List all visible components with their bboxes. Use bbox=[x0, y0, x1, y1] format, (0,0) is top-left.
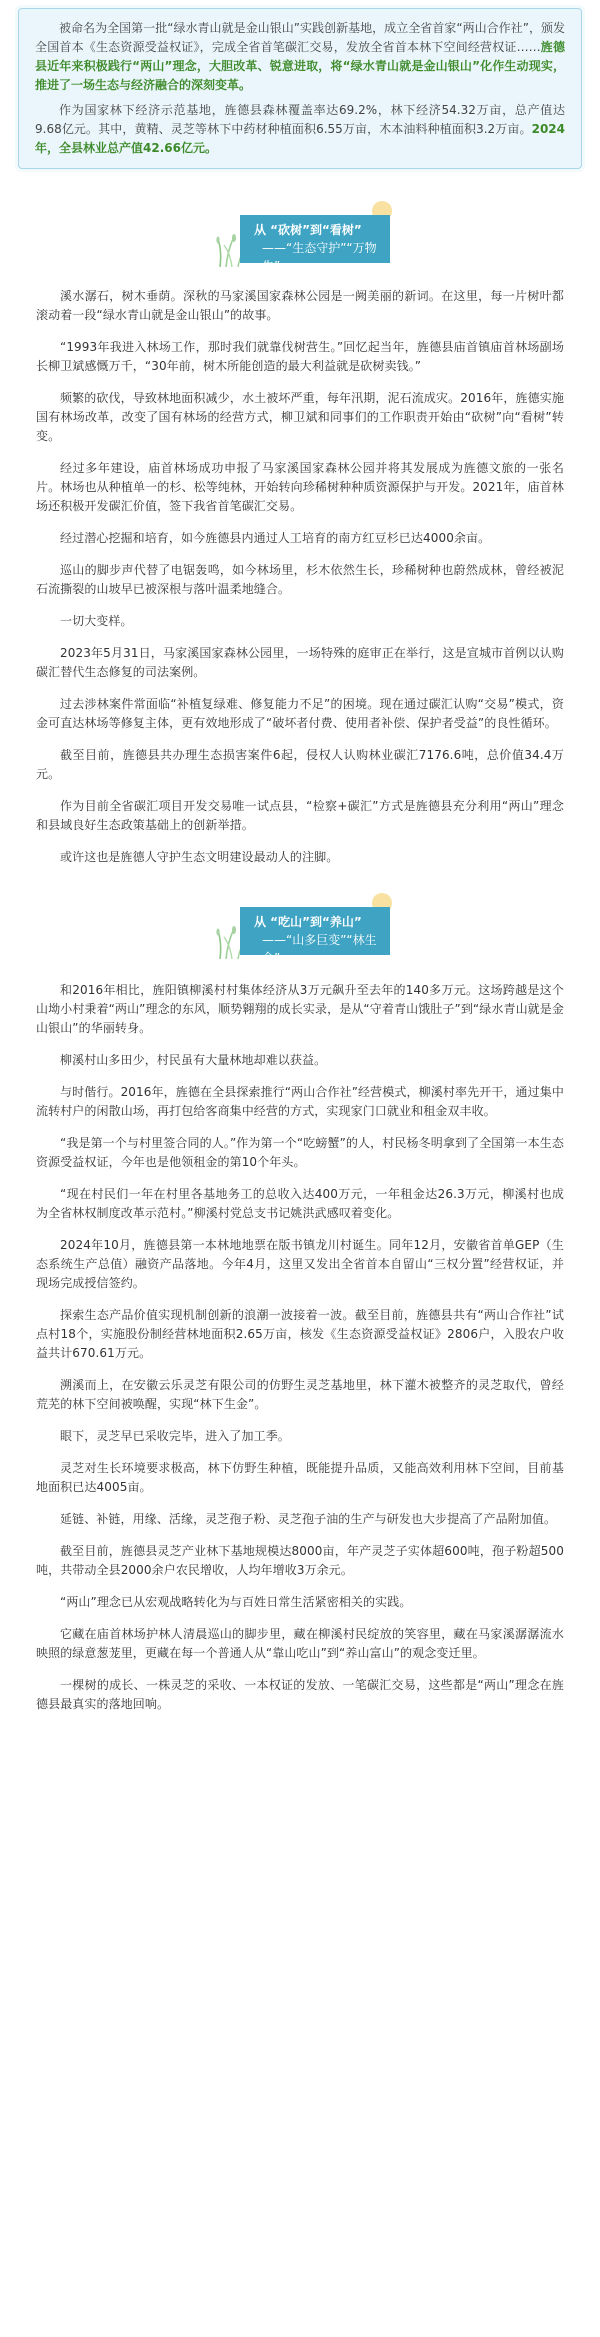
paragraph: 与时偕行。2016年，旌德在全县探索推行“两山合作社”经营模式，柳溪村率先开干，通过集中流转村户的闲散山场，再打包给客商集中经营的方式，实现家门口就业和租金双丰收。 bbox=[36, 1085, 564, 1118]
intro-paragraph-2 bbox=[35, 101, 565, 158]
section-subtitle: ——“生态守护”“万物生” bbox=[262, 241, 377, 273]
paragraph: 和2016年相比，旌阳镇柳溪村村集体经济从3万元飙升至去年的140多万元。这场跨越是这个山坳小村秉着“两山”理念的东风，顺势翱翔的成长实录，是从“守着青山饿肚子”到“绿水青山就是金山银山”的华丽转身。 bbox=[36, 983, 564, 1035]
intro-highlight: 旌德县近年来积极践行“两山”理念，大胆改革、锐意进取，将“绿水青山就是金山银山”化作生动现实，推进了一场生态与经济融合的深刻变革。 bbox=[35, 40, 565, 92]
paragraph: 探索生态产品价值实现机制创新的浪潮一波接着一波。截至目前，旌德县共有“两山合作社”试点村18个，实施股份制经营林地面积2.65万亩，核发《生态资源受益权证》2806户，入股农户收益共计670.61万元。 bbox=[36, 1308, 564, 1360]
paragraph: 截至目前，旌德县共办理生态损害案件6起，侵权人认购林业碳汇7176.6吨，总价值34.4万元。 bbox=[36, 748, 564, 781]
paragraph: 2023年5月31日，马家溪国家森林公园里，一场特殊的庭审正在举行，这是宣城市首例以认购碳汇替代生态修复的司法案例。 bbox=[36, 646, 564, 679]
paragraph: 溯溪而上，在安徽云乐灵芝有限公司的仿野生灵芝基地里，林下灌木被整齐的灵芝取代，曾经荒芜的林下空间被唤醒，实现“林下生金”。 bbox=[36, 1378, 564, 1411]
section-2-body bbox=[0, 981, 600, 1714]
section-title: 从 “砍树”到“看树” bbox=[254, 223, 362, 237]
paragraph: 过去涉林案件常面临“补植复绿难、修复能力不足”的困境。现在通过碳汇认购“交易”模式，资金可直达林场等修复主体，更有效地形成了“破坏者付费、使用者补偿、保护者受益”的良性循环。 bbox=[36, 697, 564, 730]
paragraph: 溪水潺石，树木垂荫。深秋的马家溪国家森林公园是一阙美丽的新词。在这里，每一片树叶都滚动着一段“绿水青山就是金山银山”的故事。 bbox=[36, 289, 564, 322]
paragraph: 一切大变样。 bbox=[60, 614, 133, 628]
paragraph: 经过潜心挖掘和培育，如今旌德县内通过人工培育的南方红豆杉已达4000余亩。 bbox=[60, 531, 491, 545]
paragraph: 经过多年建设，庙首林场成功申报了马家溪国家森林公园并将其发展成为旌德文旅的一张名片。林场也从种植单一的杉、松等纯林，开始转向珍稀树种种质资源保护与开发。2021年，庙首林场还积极开发碳汇价值，签下我省首笔碳汇交易。 bbox=[36, 461, 564, 513]
paragraph: 它藏在庙首林场护林人清晨巡山的脚步里，藏在柳溪村民绽放的笑容里，藏在马家溪潺潺流水映照的绿意葱茏里，更藏在每一个普通人从“靠山吃山”到“养山富山”的观念变迁里。 bbox=[36, 1627, 564, 1660]
section-title: 从 “吃山”到“养山” bbox=[254, 915, 362, 929]
intro-paragraph-1 bbox=[35, 19, 565, 95]
paragraph: 频繁的砍伐，导致林地面积减少，水土被坏严重，每年汛期，泥石流成灾。2016年，旌德实施国有林场改革，改变了国有林场的经营方式，柳卫斌和同事们的工作职责开始由“砍树”向“看树”转变。 bbox=[36, 391, 564, 443]
intro-box bbox=[18, 8, 582, 169]
intro-highlight: 2024年，全县林业总产值42.66亿元。 bbox=[35, 122, 565, 155]
paragraph: “两山”理念已从宏观战略转化为与百姓日常生活紧密相关的实践。 bbox=[60, 1595, 412, 1609]
section-header-2 bbox=[170, 901, 430, 965]
paragraph: 延链、补链，用缘、活缘，灵芝孢子粉、灵芝孢子油的生产与研发也大步提高了产品附加值。 bbox=[60, 1512, 557, 1526]
paragraph: “1993年我进入林场工作，那时我们就靠伐树营生。”回忆起当年，旌德县庙首镇庙首林场副场长柳卫斌感慨万千，“30年前，树木所能创造的最大利益就是砍树卖钱。” bbox=[36, 340, 564, 373]
paragraph: 作为目前全省碳汇项目开发交易唯一试点县，“检察+碳汇”方式是旌德县充分利用“两山”理念和县域良好生态政策基础上的创新举措。 bbox=[36, 799, 564, 832]
paragraph: 2024年10月，旌德县第一本林地地票在版书镇龙川村诞生。同年12月，安徽省首单GEP（生态系统生产总值）融资产品落地。今年4月，这里又发出全省首本自留山“三权分置”经营权证，并现场完成授信签约。 bbox=[36, 1238, 564, 1290]
paragraph: 灵芝对生长环境要求极高，林下仿野生种植，既能提升品质，又能高效利用林下空间，目前基地面积已达4005亩。 bbox=[36, 1461, 564, 1494]
paragraph: 柳溪村山多田少，村民虽有大量林地却难以获益。 bbox=[60, 1053, 327, 1067]
article-page bbox=[0, 8, 600, 2337]
paragraph: 截至目前，旌德县灵芝产业林下基地规模达8000亩，年产灵芝子实体超600吨，孢子粉超500吨，共带动全县2000余户农民增收，人均年增收3万余元。 bbox=[36, 1544, 564, 1577]
paragraph: 一棵树的成长、一株灵芝的采收、一本权证的发放、一笔碳汇交易，这些都是“两山”理念在旌德县最真实的落地回响。 bbox=[36, 1678, 564, 1711]
section-1-body bbox=[0, 287, 600, 867]
intro-text: 作为国家林下经济示范基地，旌德县森林覆盖率达69.2%，林下经济54.32万亩，总产值达9.68亿元。其中，黄精、灵芝等林下中药材种植面积6.55万亩，木本油料种植面积3.2万亩。 bbox=[35, 103, 565, 136]
paragraph: “现在村民们一年在村里各基地务工的总收入达400万元，一年租金达26.3万元，柳溪村也成为全省林权制度改革示范村。”柳溪村党总支书记姚洪武感叹着变化。 bbox=[36, 1187, 564, 1220]
section-subtitle: ——“山多巨变”“林生金” bbox=[262, 933, 377, 965]
section-title-box bbox=[240, 907, 390, 965]
paragraph: 或许这也是旌德人守护生态文明建设最动人的注脚。 bbox=[60, 850, 339, 864]
section-header-1 bbox=[170, 209, 430, 273]
section-title-box bbox=[240, 215, 390, 273]
paragraph: 巡山的脚步声代替了电锯轰鸣，如今林场里，杉木依然生长，珍稀树种也蔚然成林，曾经被泥石流撕裂的山坡早已被深根与落叶温柔地缝合。 bbox=[36, 563, 564, 596]
intro-text: 被命名为全国第一批“绿水青山就是金山银山”实践创新基地，成立全省首家“两山合作社”，颁发全国首本《生态资源受益权证》，完成全省首笔碳汇交易，发放全省首本林下空间经营权证…… bbox=[35, 21, 565, 54]
paragraph: 眼下，灵芝早已采收完毕，进入了加工季。 bbox=[60, 1429, 290, 1443]
paragraph: “我是第一个与村里签合同的人。”作为第一个“吃螃蟹”的人，村民杨冬明拿到了全国第一本生态资源受益权证，今年也是他领租金的第10个年头。 bbox=[36, 1136, 564, 1169]
